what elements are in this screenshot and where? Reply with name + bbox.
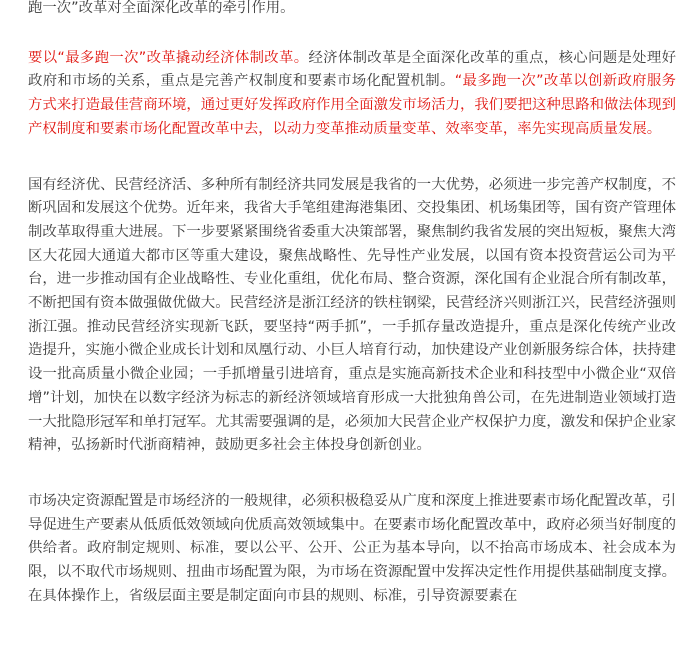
- paragraph-text: 跑一次”改革对全面深化改革的牵引作用。: [28, 0, 295, 16]
- paragraph-text: 经济体制改革是全面深化改革的重点，核心问题是处理好政府和市场的关系，重点是完善产权制度和要素市场化配置机制。: [28, 49, 676, 90]
- paragraph-ownership-economy: [28, 174, 676, 458]
- paragraph-lead-heading: 要以“最多跑一次”改革撬动经济体制改革。: [28, 49, 309, 66]
- paragraph-economic-reform: [28, 47, 676, 142]
- article-body: [28, 0, 676, 640]
- paragraph-text: 市场决定资源配置是市场经济的一般规律，必须积极稳妥从广度和深度上推进要素市场化配置改革，引导促进生产要素从低质低效领域向优质高效领域集中。在要素市场化配置改革中，政府必须当好制度的供给者。政府制定规则、标准，要以公平、公开、公正为基本导向，以不抬高市场成本、社会成本为限，以不取代市场规则、扭曲市场配置为限，为市场在资源配置中发挥决定性作用提供基础制度支撑。在具体操作上，省级层面主要是制定面向市县的规则、标准，引导资源要素在: [28, 492, 676, 604]
- paragraph-text: 国有经济优、民营经济活、多种所有制经济共同发展是我省的一大优势，必须进一步完善产权制度，不断巩固和发展这个优势。近年来，我省大手笔组建海港集团、交投集团、机场集团等，国有资产管理体制改革取得重大进展。下一步要紧紧围绕省委重大决策部署，聚焦制约我省发展的突出短板，聚焦大湾区大花园大通道大都市区等重大建设，聚焦战略性、先导性产业发展，以国有资本投资营运公司为平台，进一步推动国有企业战略性、专业化重组，优化布局、整合资源，深化国有企业混合所有制改革，不断把国有资本做强做优做大。民营经济是浙江经济的铁柱钢梁，民营经济兴则浙江兴，民营经济强则浙江强。推动民营经济实现新飞跃，要坚持“两手抓”，一手抓存量改造提升，重点是深化传统产业改造提升，实施小微企业成长计划和凤凰行动、小巨人培育行动，加快建设产业创新服务综合体，扶持建设一批高质量小微企业园；一手抓增量引进培育，重点是实施高新技术企业和科技型中小微企业“双倍增”计划，加快在以数字经济为标志的新经济领域培育形成一大批独角兽公司，在先进制造业领域打造一大批隐形冠军和单打冠军。尤其需要强调的是，必须加大民营企业产权保护力度，激发和保护企业家精神，弘扬新时代浙商精神，鼓励更多社会主体投身创新创业。: [28, 176, 676, 454]
- paragraph-intro-tail: [28, 0, 676, 21]
- paragraph-highlight: “最多跑一次”改革以创新政府服务方式来打造最佳营商环境，通过更好发挥政府作用全面激发市场活力，我们要把这种思路和做法体现到产权制度和要素市场化配置改革中去，以动力变革推动质量变革、效率变革，率先实现高质量发展。: [28, 73, 676, 137]
- paragraph-market-allocation: [28, 490, 676, 609]
